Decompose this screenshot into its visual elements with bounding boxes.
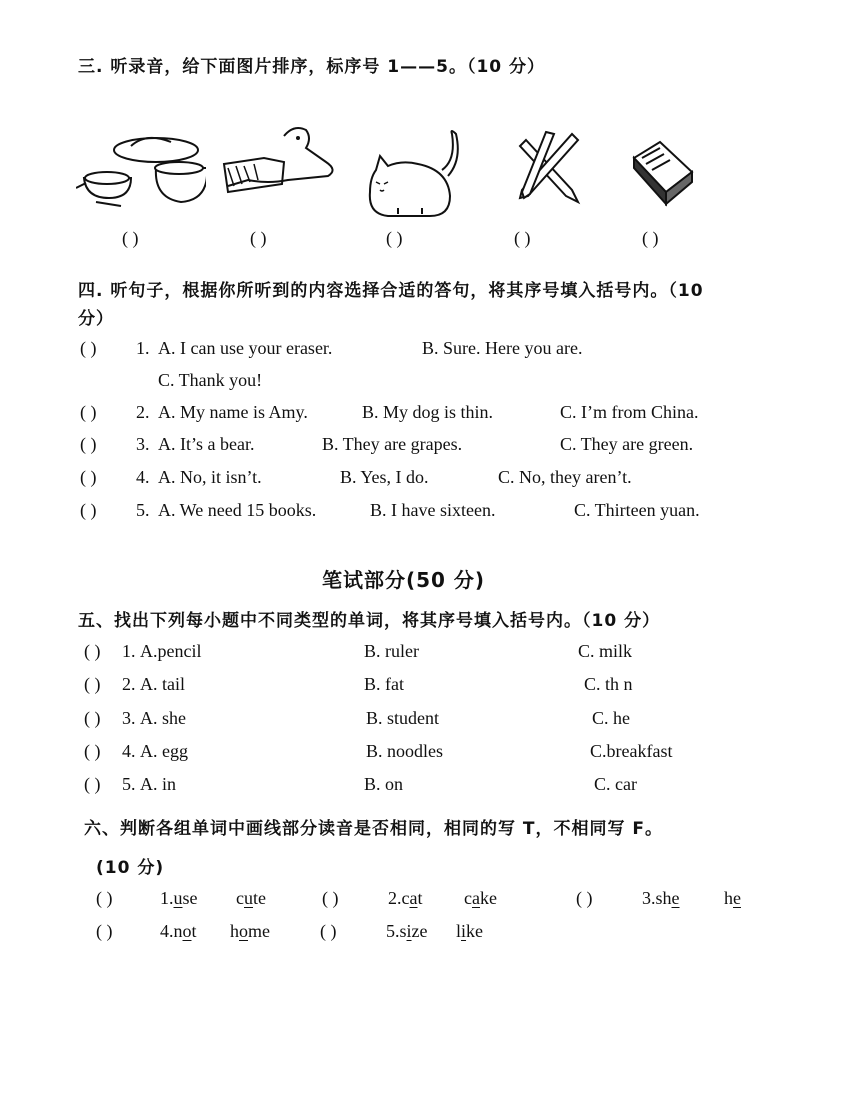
section3-heading: 三. 听录音，给下面图片排序，标序号 1——5。（10 分）	[78, 57, 546, 77]
q4-4-option-c: C. No, they aren’t.	[498, 467, 632, 487]
pencils-icon	[516, 130, 582, 206]
q5-1-num: 1.	[122, 641, 136, 661]
pencil-box-icon	[630, 138, 696, 208]
q6-2-blank[interactable]: ( )	[322, 888, 339, 908]
picture-1-blank[interactable]: ( )	[122, 228, 139, 248]
q4-2-num: 2.	[136, 402, 150, 422]
q4-5-option-b: B. I have sixteen.	[370, 500, 496, 520]
q4-3-num: 3.	[136, 434, 150, 454]
section4-heading: 四. 听句子，根据你所听到的内容选择合适的答句，将其序号填入括号内。（10	[78, 281, 704, 301]
q4-3-option-c: C. They are green.	[560, 434, 694, 454]
q4-1-option-b: B. Sure. Here you are.	[422, 338, 583, 358]
q5-5-blank[interactable]: ( )	[84, 774, 101, 794]
q6-5-blank[interactable]: ( )	[320, 921, 337, 941]
picture-5-blank[interactable]: ( )	[642, 228, 659, 248]
q4-5-option-a: A. We need 15 books.	[158, 500, 317, 520]
q5-5-num: 5.	[122, 774, 136, 794]
q4-1-blank[interactable]: ( )	[80, 338, 97, 358]
q5-1-blank[interactable]: ( )	[84, 641, 101, 661]
q6-3-pair: 3.she	[642, 888, 680, 908]
q6-2-pair: 2.cat	[388, 888, 423, 908]
q6-2-word2: cake	[464, 888, 497, 908]
q6-4-blank[interactable]: ( )	[96, 921, 113, 941]
q5-1-option-b: B. ruler	[364, 641, 419, 661]
q4-3-option-a: A. It’s a bear.	[158, 434, 255, 454]
q6-4-pair: 4.not	[160, 921, 197, 941]
q5-4-blank[interactable]: ( )	[84, 741, 101, 761]
q4-5-option-c: C. Thirteen yuan.	[574, 500, 700, 520]
q5-5-option-c: C. car	[594, 774, 637, 794]
section4-heading-cont: 分）	[78, 309, 114, 329]
q6-1-blank[interactable]: ( )	[96, 888, 113, 908]
q4-2-option-b: B. My dog is thin.	[362, 402, 494, 422]
q5-3-option-a: A. she	[140, 708, 186, 728]
q4-5-num: 5.	[136, 500, 150, 520]
q6-1-pair: 1.use	[160, 888, 198, 908]
q5-1-option-a: A.pencil	[140, 641, 202, 661]
q5-2-option-a: A. tail	[140, 674, 185, 694]
q5-1-option-c: C. milk	[578, 641, 633, 661]
food-bowls-icon	[76, 128, 206, 208]
q5-4-option-b: B. noodles	[366, 741, 444, 761]
picture-2-blank[interactable]: ( )	[250, 228, 267, 248]
q6-3-num: 3.	[642, 888, 656, 908]
q5-3-option-c: C. he	[592, 708, 630, 728]
dog-lying-icon	[214, 124, 340, 200]
q5-2-num: 2.	[122, 674, 136, 694]
q6-1-num: 1.	[160, 888, 174, 908]
q6-1-word2: cute	[236, 888, 266, 908]
q6-5-num: 5.	[386, 921, 400, 941]
q6-2-num: 2.	[388, 888, 402, 908]
section6-heading: 六、判断各组单词中画线部分读音是否相同，相同的写 T，不相同写 F。	[84, 819, 664, 839]
q4-4-blank[interactable]: ( )	[80, 467, 97, 487]
q4-3-option-b: B. They are grapes.	[322, 434, 463, 454]
q4-4-option-b: B. Yes, I do.	[340, 467, 429, 487]
q4-1-num: 1.	[136, 338, 150, 358]
q6-5-word2: like	[456, 921, 484, 941]
q5-3-option-b: B. student	[366, 708, 440, 728]
q6-4-num: 4.	[160, 921, 174, 941]
q4-1-option-c: C. Thank you!	[158, 370, 263, 390]
q5-4-num: 4.	[122, 741, 136, 761]
q5-4-option-c: C.breakfast	[590, 741, 673, 761]
q4-3-blank[interactable]: ( )	[80, 434, 97, 454]
q4-5-blank[interactable]: ( )	[80, 500, 97, 520]
q4-4-option-a: A. No, it isn’t.	[158, 467, 262, 487]
q4-1-option-a: A. I can use your eraser.	[158, 338, 333, 358]
section5-heading: 五、找出下列每小题中不同类型的单词，将其序号填入括号内。（10 分）	[78, 611, 661, 631]
picture-4-blank[interactable]: ( )	[514, 228, 531, 248]
written-part-title: 笔试部分(50 分)	[322, 568, 486, 592]
q6-3-word2: he	[724, 888, 741, 908]
q5-4-option-a: A. egg	[140, 741, 188, 761]
q4-2-option-c: C. I’m from China.	[560, 402, 699, 422]
q6-3-blank[interactable]: ( )	[576, 888, 593, 908]
q4-2-blank[interactable]: ( )	[80, 402, 97, 422]
q5-2-option-c: C. th n	[584, 674, 633, 694]
q6-4-word2: home	[230, 921, 270, 941]
q5-2-option-b: B. fat	[364, 674, 404, 694]
q6-1-underline: u	[173, 888, 183, 908]
picture-3-blank[interactable]: ( )	[386, 228, 403, 248]
q5-3-blank[interactable]: ( )	[84, 708, 101, 728]
fat-cat-icon	[362, 130, 462, 218]
q5-5-option-a: A. in	[140, 774, 176, 794]
section6-score: (10 分)	[96, 858, 165, 878]
q4-4-num: 4.	[136, 467, 150, 487]
q4-2-option-a: A. My name is Amy.	[158, 402, 308, 422]
q6-5-pair: 5.size	[386, 921, 428, 941]
q5-2-blank[interactable]: ( )	[84, 674, 101, 694]
q5-5-option-b: B. on	[364, 774, 404, 794]
q5-3-num: 3.	[122, 708, 136, 728]
